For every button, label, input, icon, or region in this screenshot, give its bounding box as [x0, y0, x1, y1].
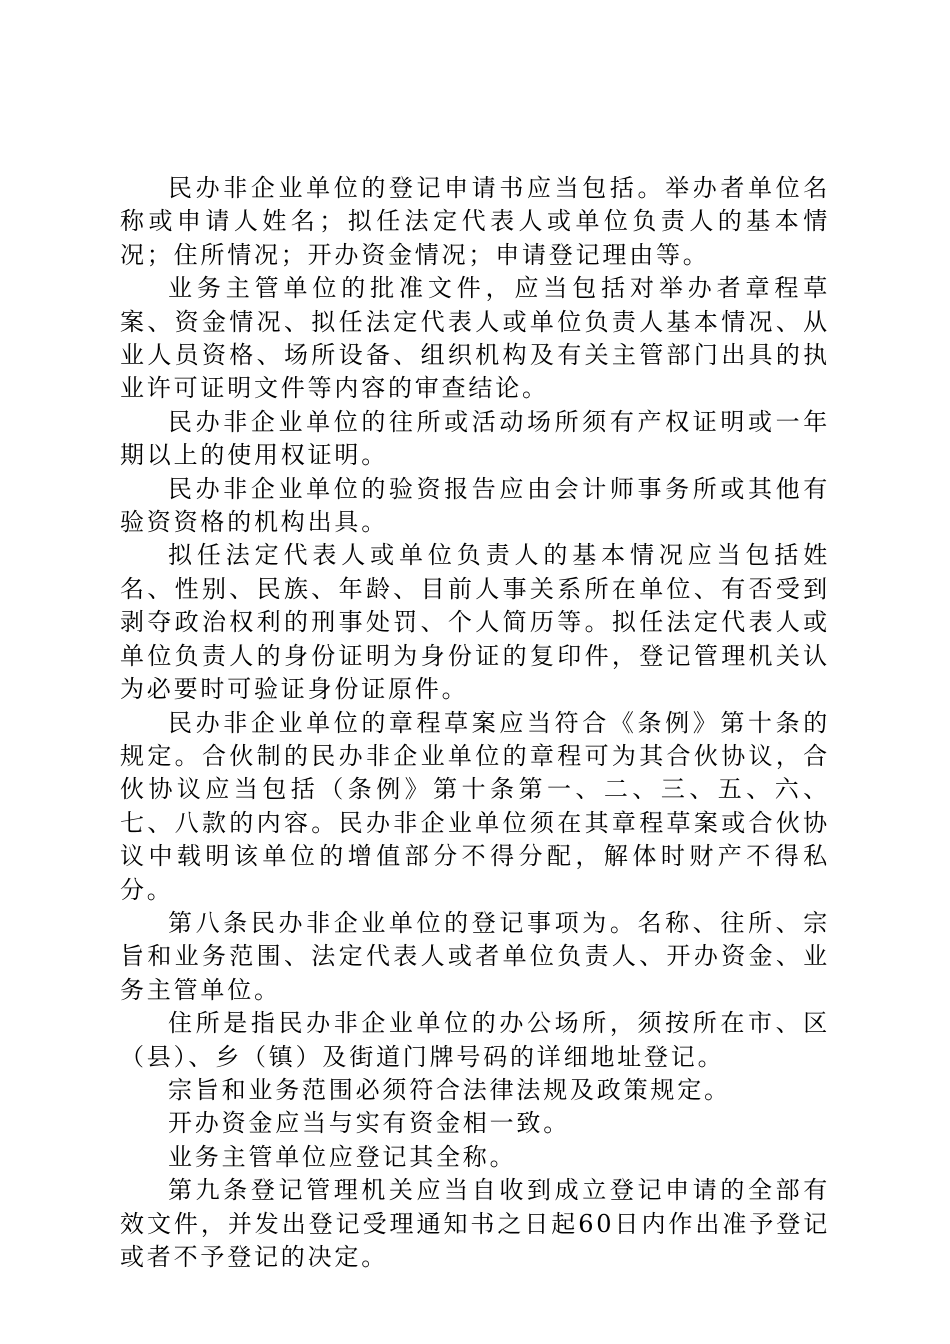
paragraph-premises-proof: 民办非企业单位的往所或活动场所须有产权证明或一年期以上的使用权证明。: [120, 407, 830, 470]
paragraph-start-up-capital: 开办资金应当与实有资金相一致。: [168, 1109, 570, 1138]
paragraph-charter-draft: 民办非企业单位的章程草案应当符合《条例》第十条的规定。合伙制的民办非企业单位的章程可为其合伙协议，合伙协议应当包括（条例》第十条第一、二、三、五、六、七、八款的内容。民办非企业单位须在其章程草案或合伙协议中载明该单位的增值部分不得分配，解体时财产不得私分。: [120, 708, 830, 904]
paragraph-representative-info: 拟任法定代表人或单位负责人的基本情况应当包括姓名、性别、民族、年龄、目前人事关系所在单位、有否受到剥夺政治权利的刑事处罚、个人简历等。拟任法定代表人或单位负责人的身份证明为身份证的复印件，登记管理机关认为必要时可验证身份证原件。: [120, 541, 830, 704]
paragraph-capital-verification: 民办非企业单位的验资报告应由会计师事务所或其他有验资资格的机构出具。: [120, 474, 830, 537]
paragraph-approval-documents: 业务主管单位的批准文件，应当包括对举办者章程草案、资金情况、拟任法定代表人或单位负责人基本情况、从业人员资格、场所设备、组织机构及有关主管部门出具的执业许可证明文件等内容的审查结论。: [120, 274, 830, 403]
paragraph-domicile: 住所是指民办非企业单位的办公场所，须按所在市、区（县）、乡（镇）及街道门牌号码的详细地址登记。: [120, 1009, 830, 1071]
paragraph-purpose-scope: 宗旨和业务范围必须符合法律法规及政策规定。: [168, 1075, 731, 1104]
paragraph-application-contents: 民办非企业单位的登记申请书应当包括。举办者单位名称或申请人姓名；拟任法定代表人或单位负责人的基本情况；住所情况；开办资金情况；申请登记理由等。: [120, 174, 830, 269]
document-body: [120, 172, 830, 1274]
paragraph-article-9: 第九条登记管理机关应当自收到成立登记申请的全部有效文件，并发出登记受理通知书之日起60日内作出准予登记或者不予登记的决定。: [120, 1176, 830, 1271]
paragraph-supervising-unit: 业务主管单位应登记其全称。: [168, 1142, 517, 1171]
paragraph-article-8: 第八条民办非企业单位的登记事项为。名称、往所、宗旨和业务范围、法定代表人或者单位负责人、开办资金、业务主管单位。: [120, 908, 830, 1004]
